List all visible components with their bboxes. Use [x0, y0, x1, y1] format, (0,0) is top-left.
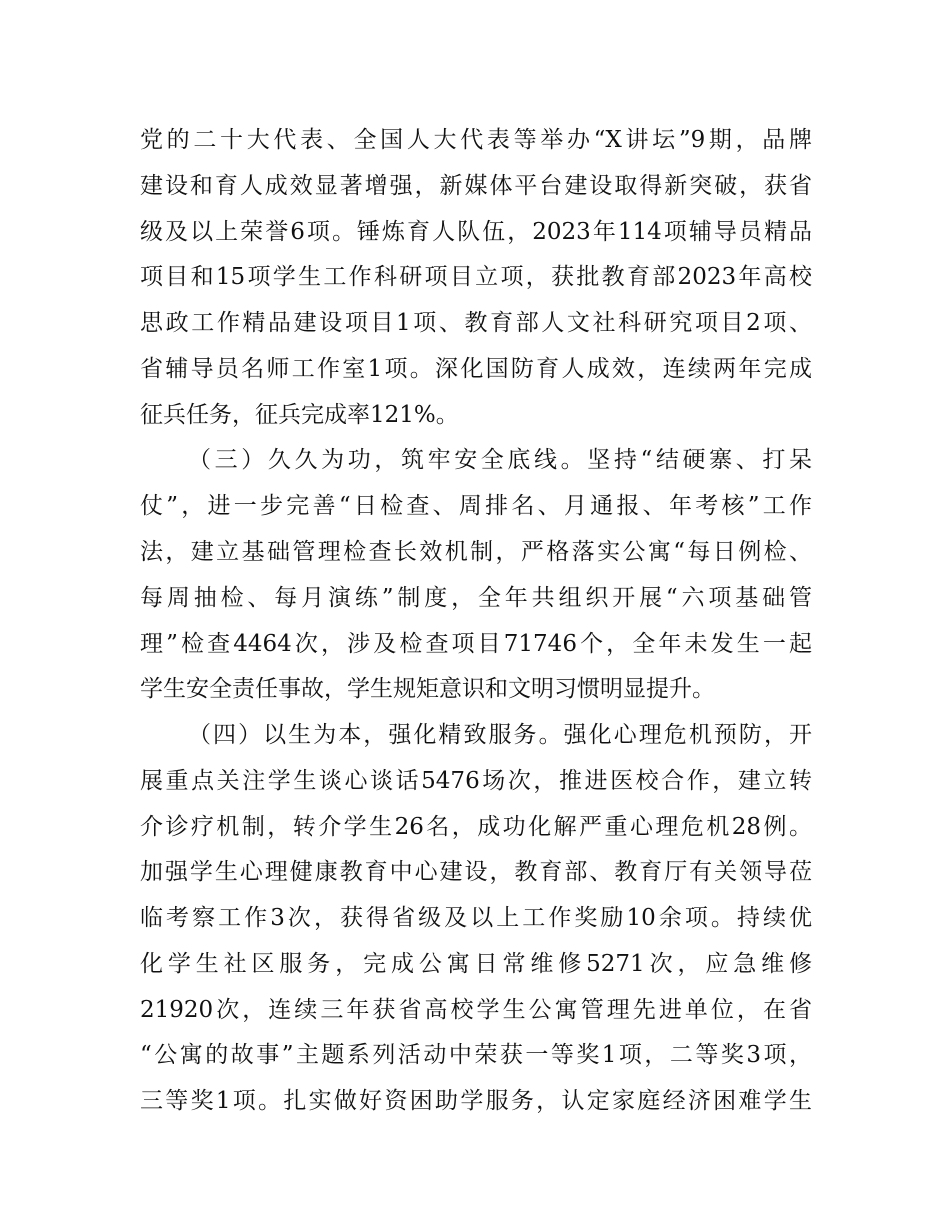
paragraph-2-line-1: （三）久久为功，筑牢安全底线。坚持“结硬寨、打呆 — [188, 447, 812, 473]
paragraph-3-line-7: 21920次，连续三年获省高校学生公寓管理先进单位，在省 — [140, 997, 812, 1023]
paragraph-3-line-8: “公寓的故事”主题系列活动中荣获一等奖1项，二等奖3项， — [140, 1042, 812, 1068]
paragraph-1-line-7: 征兵任务，征兵完成率121%。 — [140, 402, 459, 428]
paragraph-3-line-9: 三等奖1项。扎实做好资困助学服务，认定家庭经济困难学生 — [140, 1088, 812, 1114]
paragraph-3-line-1: （四）以生为本，强化精致服务。强化心理危机预防，开 — [188, 722, 812, 748]
paragraph-2-line-4: 每周抽检、每月演练”制度，全年共组织开展“六项基础管 — [140, 585, 812, 611]
paragraph-3-line-2: 展重点关注学生谈心谈话5476场次，推进医校合作，建立转 — [140, 768, 812, 794]
paragraph-3-line-6: 化学生社区服务，完成公寓日常维修5271次，应急维修 — [140, 951, 812, 977]
paragraph-1-line-5: 思政工作精品建设项目1项、教育部人文社科研究项目2项、 — [140, 310, 812, 336]
paragraph-3-line-4: 加强学生心理健康教育中心建设，教育部、教育厅有关领导莅 — [140, 859, 812, 885]
paragraph-1-line-1: 党的二十大代表、全国人大代表等举办“X讲坛”9期，品牌 — [140, 127, 812, 153]
paragraph-2-line-3: 法，建立基础管理检查长效机制，严格落实公寓“每日例检、 — [140, 539, 812, 565]
paragraph-1-line-2: 建设和育人成效显著增强，新媒体平台建设取得新突破，获省 — [140, 173, 812, 199]
paragraph-2-line-5: 理”检查4464次，涉及检查项目71746个，全年未发生一起 — [140, 631, 812, 657]
paragraph-2-line-2: 仗”，进一步完善“日检查、周排名、月通报、年考核”工作 — [140, 493, 812, 519]
paragraph-1-line-4: 项目和15项学生工作科研项目立项，获批教育部2023年高校 — [140, 264, 812, 290]
paragraph-3-line-5: 临考察工作3次，获得省级及以上工作奖励10余项。持续优 — [140, 905, 812, 931]
paragraph-1-line-6: 省辅导员名师工作室1项。深化国防育人成效，连续两年完成 — [140, 356, 812, 382]
paragraph-2-line-6: 学生安全责任事故，学生规矩意识和文明习惯明显提升。 — [140, 676, 715, 702]
paragraph-1-line-3: 级及以上荣誉6项。锤炼育人队伍，2023年114项辅导员精品 — [140, 219, 812, 245]
paragraph-3-line-3: 介诊疗机制，转介学生26名，成功化解严重心理危机28例。 — [140, 814, 812, 840]
